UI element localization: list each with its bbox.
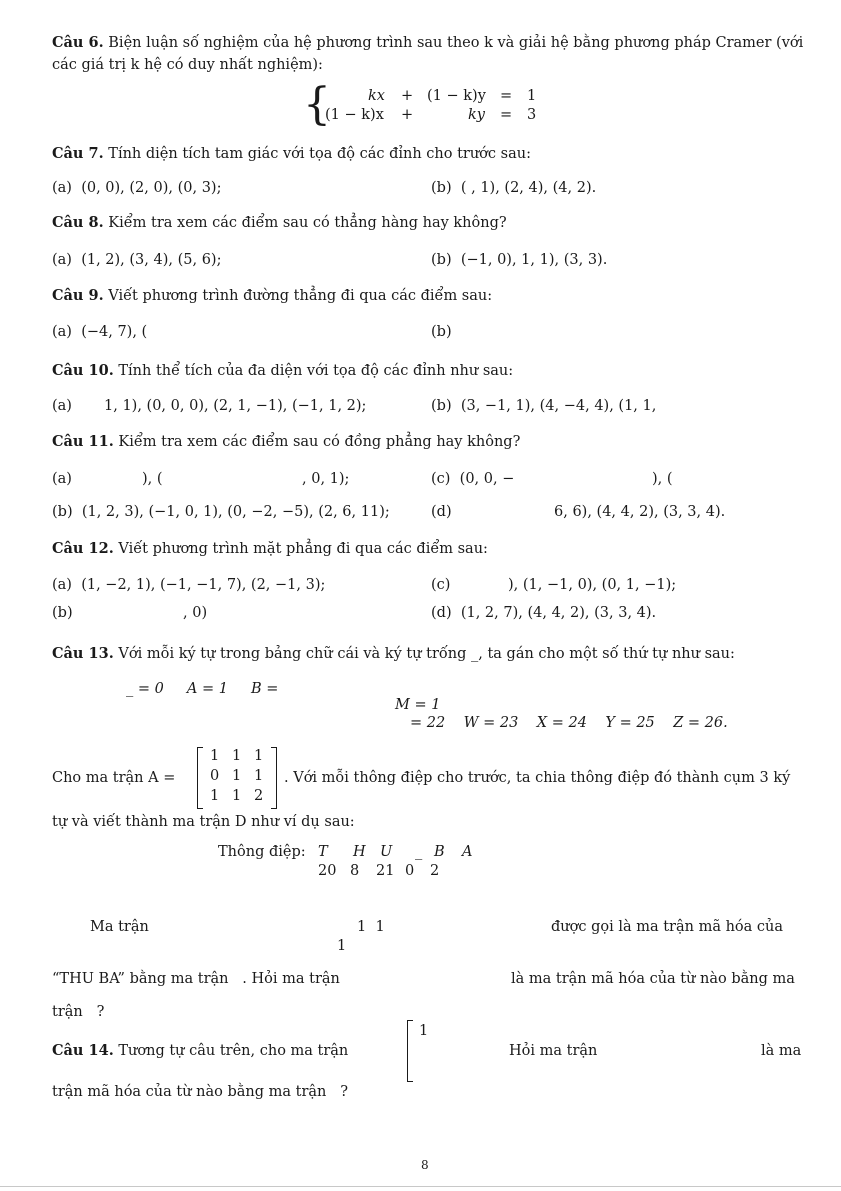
q7-a-label: (a) xyxy=(52,180,72,196)
q11-b-label: (b) xyxy=(52,504,73,520)
q12-a-value: (1, −2, 1), (−1, −1, 7), (2, −1, 3); xyxy=(81,577,326,593)
q12-d-value: (1, 2, 7), (4, 4, 2), (3, 3, 4). xyxy=(460,605,657,621)
matrix-a-entry: 0 xyxy=(210,768,220,784)
code-table-row3: = 22 W = 23 X = 24 Y = 25 Z = 26. xyxy=(410,715,728,731)
matrix-after-text: . Với mỗi thông điệp cho trước, ta chia thông điệp đó thành cụm 3 ký xyxy=(284,770,791,786)
matrix-a xyxy=(204,749,264,807)
q10-text: Tính thể tích của đa diện với tọa độ các đỉnh như sau: xyxy=(118,363,514,379)
q12-d xyxy=(431,606,656,621)
message-letters xyxy=(318,845,478,861)
q10-a-value: 1, 1), (0, 0, 0), (2, 1, −1), (−1, 1, 2); xyxy=(104,398,367,414)
eq1-rhs: 1 xyxy=(527,88,537,104)
q11-c xyxy=(431,472,514,487)
q7-b xyxy=(431,181,596,196)
q12-b-label: (b) xyxy=(52,605,73,621)
q6-text: Biện luận số nghiệm của hệ phương trình sau theo k và giải hệ bằng phương pháp Cramer (với xyxy=(108,35,804,51)
eq2-b: ky xyxy=(468,107,485,123)
q12-c-value: ), (1, −1, 0), (0, 1, −1); xyxy=(508,577,677,593)
q14-line xyxy=(52,1044,348,1059)
q11-b-value: (1, 2, 3), (−1, 0, 1), (0, −2, −5), (2, 6, 11); xyxy=(81,504,390,520)
q11-a-part1: ), ( xyxy=(142,471,163,487)
matrix-a-entry: 1 xyxy=(254,748,264,764)
message-letter: H xyxy=(353,844,366,860)
q8-a-label: (a) xyxy=(52,252,72,268)
q12-d-label: (d) xyxy=(431,605,452,621)
matrix-a-entry: 1 xyxy=(254,768,264,784)
q11-text: Kiểm tra xem các điểm sau có đồng phẳng hay không? xyxy=(118,434,521,450)
message-number: 21 xyxy=(376,863,395,879)
eq2-a: (1 − k)x xyxy=(325,107,384,123)
message-label: Thông điệp: xyxy=(218,844,306,860)
q7-b-label: (b) xyxy=(431,180,452,196)
eq2-rhs: 3 xyxy=(527,107,537,123)
q12-a-label: (a) xyxy=(52,577,72,593)
q14-text2: Hỏi ma trận xyxy=(509,1043,598,1059)
q13-p1-mid: 1 1 xyxy=(357,919,385,935)
q9-line xyxy=(52,289,492,304)
matrix-a-entry: 1 xyxy=(210,748,220,764)
q9-a xyxy=(52,325,147,340)
eq1-a: kx xyxy=(368,88,385,104)
q8-a-value: (1, 2), (3, 4), (5, 6); xyxy=(81,252,222,268)
page-bottom-rule xyxy=(0,1186,841,1187)
q7-label: Câu 7. xyxy=(52,145,104,162)
page-number: 8 xyxy=(421,1158,429,1172)
q11-c-label: (c) xyxy=(431,471,451,487)
q8-label: Câu 8. xyxy=(52,214,104,231)
eq1-op: + xyxy=(401,88,414,104)
message-letter: A xyxy=(462,844,473,860)
q11-a-label: (a) xyxy=(52,471,72,487)
q11-label: Câu 11. xyxy=(52,433,114,450)
q14-label: Câu 14. xyxy=(52,1042,114,1059)
eq2-op: + xyxy=(401,107,414,123)
q9-a-value: (−4, 7), ( xyxy=(81,324,148,340)
q8-line xyxy=(52,216,507,231)
q11-c-part2: ), ( xyxy=(652,471,673,487)
q12-c-label: (c) xyxy=(431,577,451,593)
q9-a-label: (a) xyxy=(52,324,72,340)
q10-label: Câu 10. xyxy=(52,362,114,379)
q11-a-part2: , 0, 1); xyxy=(302,471,350,487)
q7-b-value: ( , 1), (2, 4), (4, 2). xyxy=(460,180,597,196)
q13-cont-line: tự và viết thành ma trận D như ví dụ sau: xyxy=(52,814,355,830)
matrix-a-entry: 1 xyxy=(232,768,242,784)
q11-d-label: (d) xyxy=(431,504,452,520)
q10-b-value: (3, −1, 1), (4, −4, 4), (1, 1, xyxy=(460,398,657,414)
q9-b: (b) xyxy=(431,324,452,340)
message-letter: _ xyxy=(415,844,423,860)
q10-line xyxy=(52,364,513,379)
q14-line2: trận mã hóa của từ nào bằng ma trận ? xyxy=(52,1084,348,1100)
eq1-b: (1 − k)y xyxy=(427,88,486,104)
q13-p2-a: “THU BA” bằng ma trận . Hỏi ma trận xyxy=(52,971,340,987)
q8-b xyxy=(431,253,607,268)
q13-line xyxy=(52,647,735,662)
q6-label: Câu 6. xyxy=(52,34,104,51)
q13-p1-b: được gọi là ma trận mã hóa của xyxy=(551,919,784,935)
message-number: 8 xyxy=(350,863,360,879)
q13-p1-mid2: 1 xyxy=(337,938,347,954)
q12-line xyxy=(52,542,488,557)
eq1-eq: = xyxy=(500,88,513,104)
q7-a xyxy=(52,181,221,196)
matrix-intro: Cho ma trận A = xyxy=(52,770,176,786)
q9-label: Câu 9. xyxy=(52,287,104,304)
matrix-a-left-bracket xyxy=(197,747,203,809)
q14-text: Tương tự câu trên, cho ma trận xyxy=(118,1043,349,1059)
q8-a xyxy=(52,253,221,268)
q11-line xyxy=(52,435,520,450)
message-number: 2 xyxy=(430,863,440,879)
q6-line2: các giá trị k hệ có duy nhất nghiệm): xyxy=(52,57,323,73)
q8-text: Kiểm tra xem các điểm sau có thẳng hàng hay không? xyxy=(108,215,507,231)
q12-label: Câu 12. xyxy=(52,540,114,557)
q14-matrix-value: 1 xyxy=(419,1023,429,1039)
q12-a xyxy=(52,578,325,593)
message-number: 0 xyxy=(405,863,415,879)
matrix-a-right-bracket xyxy=(271,747,277,809)
q7-line xyxy=(52,147,531,162)
code-table-row1: _ = 0 A = 1 B = xyxy=(126,681,279,697)
q13-p1-a: Ma trận xyxy=(90,919,149,935)
matrix-a-entry: 1 xyxy=(210,788,220,804)
q9-text: Viết phương trình đường thẳng đi qua các điểm sau: xyxy=(108,288,493,304)
q13-label: Câu 13. xyxy=(52,645,114,662)
q14-text3: là ma xyxy=(761,1043,802,1059)
message-number: 20 xyxy=(318,863,337,879)
q7-text: Tính diện tích tam giác với tọa độ các đỉnh cho trước sau: xyxy=(108,146,531,162)
message-letter: B xyxy=(434,844,445,860)
matrix-a-entry: 2 xyxy=(254,788,264,804)
q12-text: Viết phương trình mặt phẳng đi qua các điểm sau: xyxy=(118,541,488,557)
q10-b xyxy=(431,399,656,414)
matrix-a-entry: 1 xyxy=(232,748,242,764)
q13-p3: trận ? xyxy=(52,1004,105,1020)
code-table-row2: M = 1 xyxy=(395,697,441,713)
message-letter: T xyxy=(318,844,328,860)
eq2-eq: = xyxy=(500,107,513,123)
q11-b xyxy=(52,505,390,520)
message-letter: U xyxy=(380,844,393,860)
q12-b-value: , 0) xyxy=(183,605,208,621)
q10-a-label: (a) xyxy=(52,398,72,414)
q8-b-value: (−1, 0), 1, 1), (3, 3). xyxy=(460,252,608,268)
message-numbers xyxy=(318,864,458,880)
matrix-a-entry: 1 xyxy=(232,788,242,804)
q13-text: Với mỗi ký tự trong bảng chữ cái và ký tự trống _, ta gán cho một số thứ tự như sau: xyxy=(118,646,735,662)
q8-b-label: (b) xyxy=(431,252,452,268)
q7-a-value: (0, 0), (2, 0), (0, 3); xyxy=(81,180,222,196)
system-brace: { xyxy=(303,79,331,130)
q10-b-label: (b) xyxy=(431,398,452,414)
q6-line1 xyxy=(52,36,803,51)
q14-matrix-left-bracket xyxy=(407,1020,413,1082)
q13-p2-b: là ma trận mã hóa của từ nào bằng ma xyxy=(511,971,795,987)
q11-d-value: 6, 6), (4, 4, 2), (3, 3, 4). xyxy=(554,504,726,520)
q11-c-part1: (0, 0, − xyxy=(459,471,515,487)
